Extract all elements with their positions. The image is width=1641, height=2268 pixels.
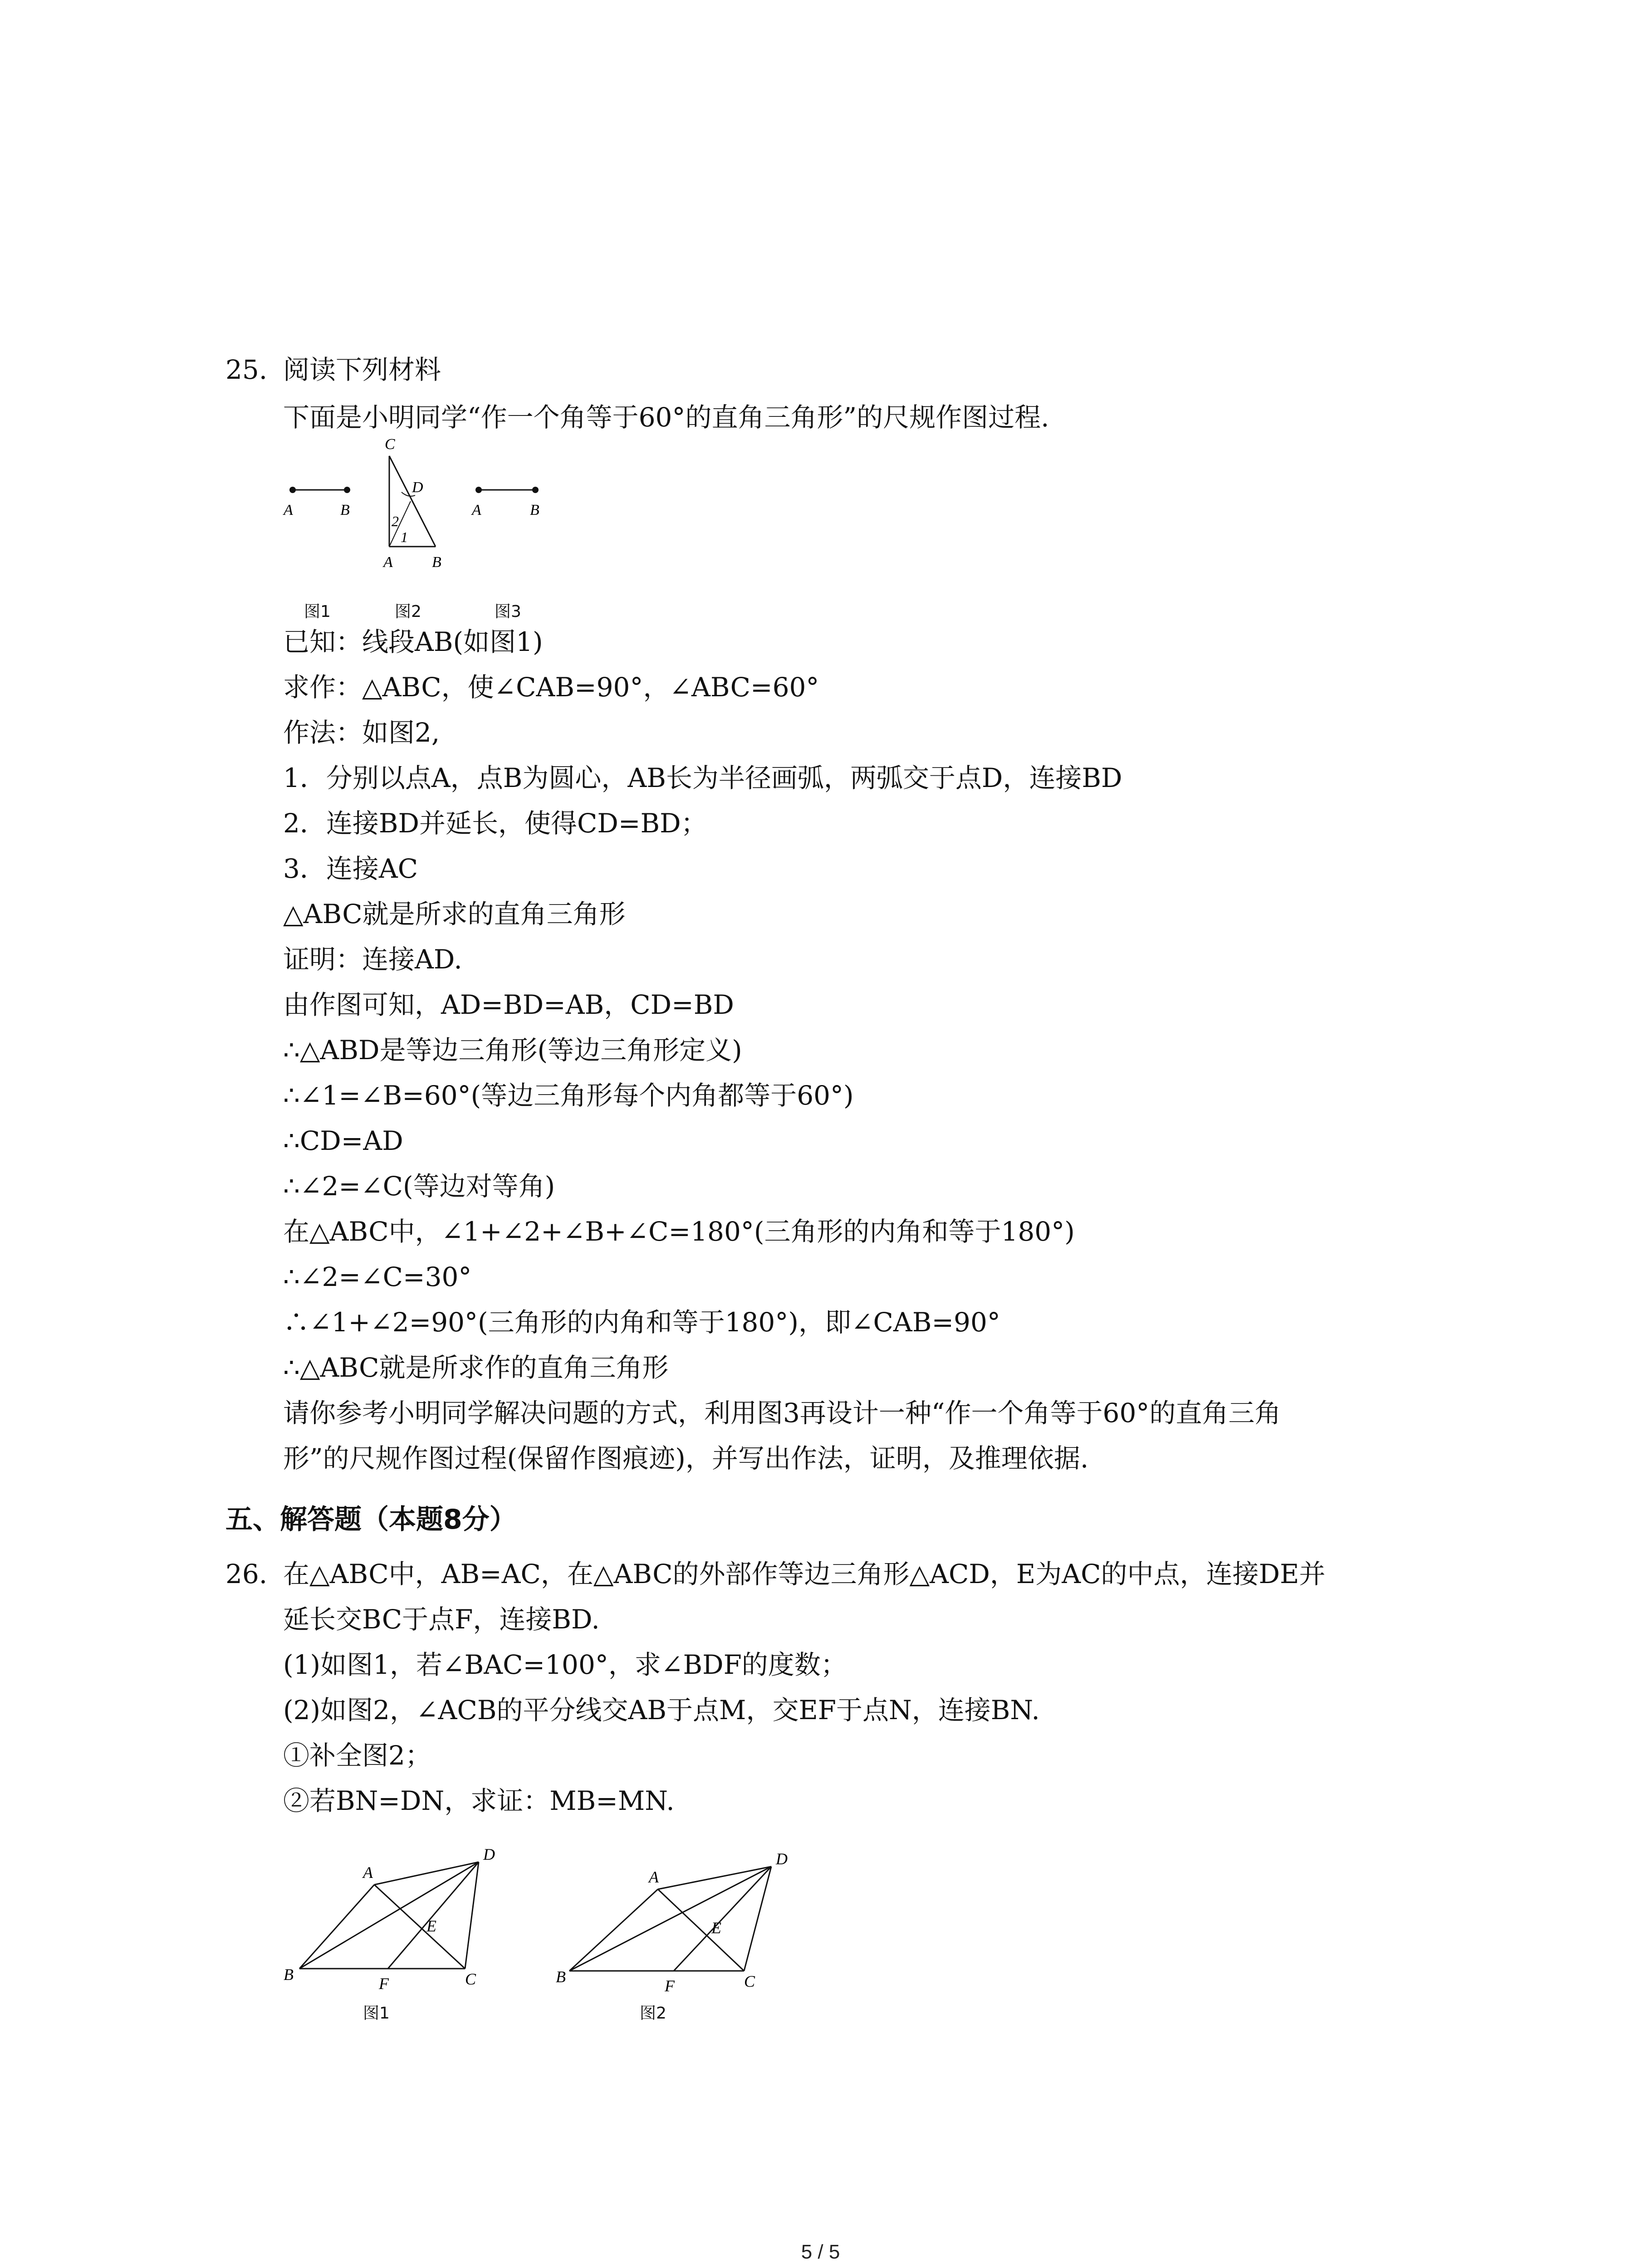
q25-figure-1 bbox=[283, 487, 350, 518]
svg-text:F: F bbox=[665, 1977, 675, 1995]
q25-line: ∴∠1=∠B=60°(等边三角形每个内角都等于60°) bbox=[283, 1080, 854, 1111]
q25-line: 1．分别以点A，点B为圆心，AB长为半径画弧，两弧交于点D，连接BD bbox=[283, 763, 1122, 793]
q26-line: ②若BN=DN，求证：MB=MN. bbox=[283, 1785, 675, 1816]
svg-text:A: A bbox=[363, 1863, 373, 1882]
svg-text:D: D bbox=[776, 1850, 788, 1868]
q26-number: 26. bbox=[225, 1559, 268, 1589]
svg-text:A: A bbox=[383, 554, 393, 571]
q25-line: 证明：连接AD. bbox=[283, 944, 462, 975]
q25-line: 已知：线段AB(如图1) bbox=[283, 626, 543, 657]
svg-text:A: A bbox=[284, 502, 293, 518]
q25-number: 25. bbox=[225, 354, 268, 385]
page-number: 5 / 5 bbox=[801, 2241, 840, 2263]
q26-figure-1 bbox=[284, 1845, 495, 1993]
q25-line: ∴∠2=∠C(等边对等角) bbox=[283, 1171, 555, 1202]
q25-line: ∴△ABD是等边三角形(等边三角形定义) bbox=[283, 1035, 742, 1066]
q25-line: △ABC就是所求的直角三角形 bbox=[283, 899, 626, 929]
q26-line: ①补全图2； bbox=[283, 1740, 431, 1771]
svg-text:B: B bbox=[432, 554, 441, 571]
svg-text:C: C bbox=[744, 1972, 755, 1990]
q25-fig2-caption: 图2 bbox=[395, 602, 421, 621]
svg-text:D: D bbox=[483, 1845, 495, 1863]
svg-text:B: B bbox=[284, 1965, 294, 1984]
svg-text:C: C bbox=[465, 1970, 476, 1988]
q25-line: 2．连接BD并延长，使得CD=BD； bbox=[283, 808, 707, 839]
svg-text:E: E bbox=[426, 1917, 436, 1935]
q25-fig3-caption: 图3 bbox=[495, 602, 521, 621]
q25-line: 形”的尺规作图过程(保留作图痕迹)，并写出作法，证明，及推理依据. bbox=[283, 1443, 1089, 1474]
q25-figure-3 bbox=[471, 487, 539, 518]
q25-line: 作法：如图2, bbox=[283, 717, 440, 748]
q26-fig2-caption: 图2 bbox=[640, 2004, 666, 2023]
q25-title: 阅读下列材料 bbox=[283, 354, 441, 385]
q25-line: 3．连接AC bbox=[283, 853, 418, 884]
q25-line: ∴△ABC就是所求作的直角三角形 bbox=[283, 1352, 669, 1383]
svg-text:B: B bbox=[556, 1968, 566, 1986]
q26-figure-2 bbox=[556, 1850, 788, 1995]
q26-line: (2)如图2，∠ACB的平分线交AB于点M，交EF于点N，连接BN. bbox=[283, 1695, 1040, 1725]
q26-line: (1)如图1，若∠BAC=100°，求∠BDF的度数； bbox=[283, 1649, 847, 1680]
q26-line: 在△ABC中，AB=AC，在△ABC的外部作等边三角形△ACD，E为AC的中点，连接DE并 bbox=[283, 1559, 1326, 1589]
svg-text:B: B bbox=[340, 502, 350, 518]
svg-text:D: D bbox=[412, 479, 423, 496]
svg-text:E: E bbox=[711, 1919, 721, 1937]
q26-figures bbox=[272, 1833, 839, 2023]
q26-fig1-caption: 图1 bbox=[363, 2004, 390, 2023]
q25-line: 由作图可知，AD=BD=AB，CD=BD bbox=[283, 989, 734, 1020]
svg-text:F: F bbox=[379, 1975, 389, 1993]
q25-line: 在△ABC中，∠1+∠2+∠B+∠C=180°(三角形的内角和等于180°) bbox=[283, 1216, 1075, 1247]
svg-text:A: A bbox=[649, 1868, 659, 1886]
q26-line: 延长交BC于点F，连接BD. bbox=[283, 1604, 600, 1635]
q25-line: 请你参考小明同学解决问题的方式，利用图3再设计一种“作一个角等于60°的直角三角 bbox=[283, 1398, 1281, 1428]
q25-intro: 下面是小明同学“作一个角等于60°的直角三角形”的尺规作图过程. bbox=[283, 402, 1049, 433]
svg-text:2: 2 bbox=[392, 513, 399, 529]
q25-line: ∴∠1+∠2=90°(三角形的内角和等于180°)，即∠CAB=90° bbox=[283, 1307, 1000, 1338]
section-heading: 五、解答题（本题8分） bbox=[225, 1504, 517, 1535]
q25-line: ∴CD=AD bbox=[283, 1125, 403, 1156]
svg-text:C: C bbox=[385, 436, 395, 453]
q25-line: ∴∠2=∠C=30° bbox=[283, 1261, 472, 1292]
q25-fig1-caption: 图1 bbox=[304, 602, 331, 621]
q25-line: 求作：△ABC，使∠CAB=90°，∠ABC=60° bbox=[283, 672, 819, 703]
q25-figure-2 bbox=[382, 436, 441, 571]
svg-text:B: B bbox=[530, 502, 539, 518]
svg-text:A: A bbox=[472, 502, 481, 518]
svg-text:1: 1 bbox=[401, 529, 408, 545]
